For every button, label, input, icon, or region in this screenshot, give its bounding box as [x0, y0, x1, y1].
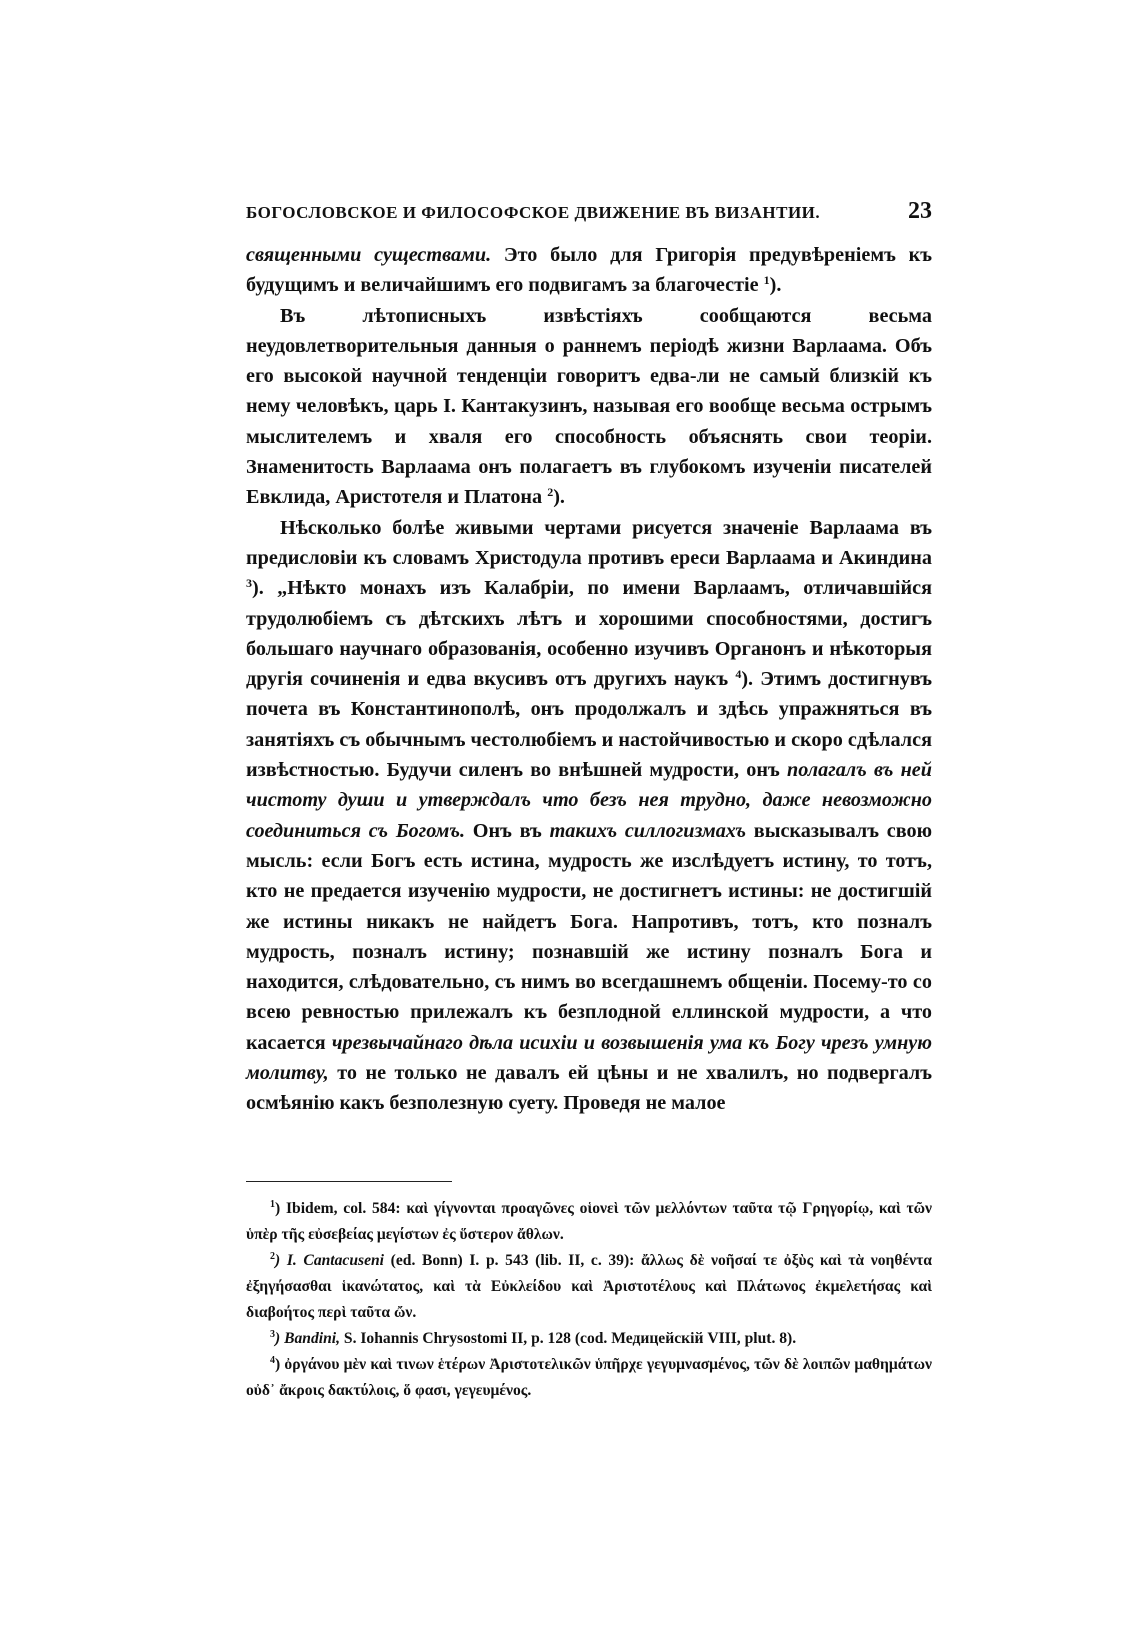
- paragraph-text: Въ лѣтописныхъ извѣстіяхъ сообщаются весьма неудовлетворительныя данныя о раннемъ періодѣ жизни Варлаама. Объ его высокой научной тенденціи говоритъ едва-ли не самый близкій къ нему человѣкъ, царь І. Кантакузинъ, называя его вообще весьма острымъ мыслителемъ и хваля его способность объяснять свои теоріи. Знаменитость Варлаама онъ полагаетъ въ глубокомъ изученіи писателей Евклида, Аристотеля и Платона: [246, 304, 932, 509]
- footnotes: [246, 1196, 932, 1404]
- paragraph-text: Онъ въ: [465, 819, 550, 842]
- paragraph-text: высказывалъ свою мысль: если Богъ есть истина, мудрость же изслѣдуетъ истину, то тотъ, кто не предается изученію мудрости, не достигнетъ истины: не достигшій же истины никакъ не найдетъ Бога. Напротивъ, тотъ, кто позналъ мудрость, позналъ истину; познавшій же истину позналъ Бога и находится, слѣдовательно, съ нимъ во всегдашнемъ общеніи. Посему-то со всею ревностью прилежалъ къ безплодной еллинской мудрости, а что касается: [246, 819, 932, 1054]
- footnote-source: ) Bandini,: [275, 1330, 340, 1347]
- footnote-ref: 4: [735, 667, 742, 682]
- paragraph-text: Это было для Григорія предувѣреніемъ къ будущимъ и величайшимъ его подвигамъ за благочестіе: [246, 244, 932, 297]
- footnote-number: 4: [270, 1355, 275, 1366]
- paragraph-3: [246, 513, 932, 1119]
- footnote-number: 3: [270, 1329, 275, 1340]
- footnote-text: ) Ibidem, col. 584: καὶ γίγνονται προαγῶνες οἱονεὶ τῶν μελλόντων ταῦτα τῷ Γρηγορίῳ, καὶ τῶν ὑπὲρ τῆς εὐσεβείας μεγίστων ἐς ὕστερον ἄθλων.: [246, 1200, 932, 1243]
- footnote-ref: 2: [547, 485, 554, 500]
- footnote-1: [246, 1196, 932, 1248]
- running-title: БОГОСЛОВСКОЕ И ФИЛОСОФСКОЕ ДВИЖЕНИЕ ВЪ ВИЗАНТИИ.: [246, 203, 821, 222]
- footnote-2: [246, 1248, 932, 1326]
- italic-phrase: священными существами.: [246, 244, 492, 266]
- paragraph-end: ).: [769, 274, 782, 297]
- italic-phrase: такихъ силлогизмахъ: [549, 819, 747, 842]
- footnote-text: (ed. Bonn) I. p. 543 (lib. II, c. 39): ἄλλως δὲ νοῆσαί τε ὀξὺς καὶ τὰ νοηθέντα ἐξηγήσασθαι ἱκανώτατος, καὶ τὰ Εὐκλείδου καὶ Ἀριστοτέλους καὶ Πλάτωνος ἐκμελετήσας καὶ διαβοήτος περὶ ταῦτα ὤν.: [246, 1252, 933, 1321]
- paragraph-text: Нѣсколько болѣе живыми чертами рисуется значеніе Варлаама въ предисловіи къ словамъ Христодула противъ ереси Варлаама и Акиндина: [246, 516, 932, 569]
- footnote-3: [246, 1326, 932, 1352]
- italic-phrase: полагалъ въ ней чистоту души и утверждалъ что безъ нея трудно, даже невозможно соединиться съ Богомъ.: [246, 759, 932, 842]
- footnote-ref: 1: [763, 273, 770, 288]
- paragraph-text: то не только не давалъ ей цѣны и не хвалилъ, но подвергалъ осмѣянію какъ безполезную суету. Проведя не малое: [246, 1062, 932, 1115]
- page-header: [246, 198, 932, 225]
- footnote-ref: 3: [246, 576, 252, 591]
- paragraph-2: [246, 301, 932, 513]
- footnote-text: S. Iohannis Chrysostomi II, p. 128 (cod. Медицейскій VIII, plut. 8).: [340, 1330, 797, 1347]
- footnote-number: 1: [270, 1199, 275, 1210]
- footnote-number: 2: [270, 1251, 275, 1262]
- footnote-4: [246, 1352, 932, 1404]
- main-text: [246, 240, 932, 1119]
- paragraph-end: ).: [553, 486, 565, 509]
- paragraph-1: [246, 240, 932, 301]
- footnote-text: ) ὀργάνου μὲν καὶ τινων ἑτέρων Ἀριστοτελικῶν ὑπῆρχε γεγυμνασμένος, τῶν δὲ λοιπῶν μαθημάτων οὐδ᾽ ἄκροις δακτύλοις, ὅ φασι, γεγευμένος.: [246, 1356, 932, 1399]
- footnote-source: ) I. Cantacuseni: [275, 1252, 385, 1269]
- footnote-divider: [246, 1181, 452, 1182]
- italic-phrase: чрезвычайнаго дѣла исихіи и возвышенія ума къ Богу чрезъ умную молитву,: [246, 1031, 932, 1085]
- paragraph-text: ). Этимъ достигнувъ почета въ Константинополѣ, онъ продолжалъ и здѣсь упражняться въ занятіяхъ съ обычнымъ честолюбіемъ и настойчивостью и скоро сдѣлался извѣстностью. Будучи силенъ во внѣшней мудрости, онъ: [246, 668, 933, 782]
- page-number: 23: [908, 198, 932, 224]
- paragraph-text: ). „Нѣкто монахъ изъ Калабріи, по имени Варлаамъ, отличавшійся трудолюбіемъ съ дѣтскихъ лѣтъ и хорошими способностями, достигъ большаго научнаго образованія, особенно изучивъ Органонъ и нѣкоторыя другія сочиненія и едва вкусивъ отъ другихъ наукъ: [246, 577, 932, 691]
